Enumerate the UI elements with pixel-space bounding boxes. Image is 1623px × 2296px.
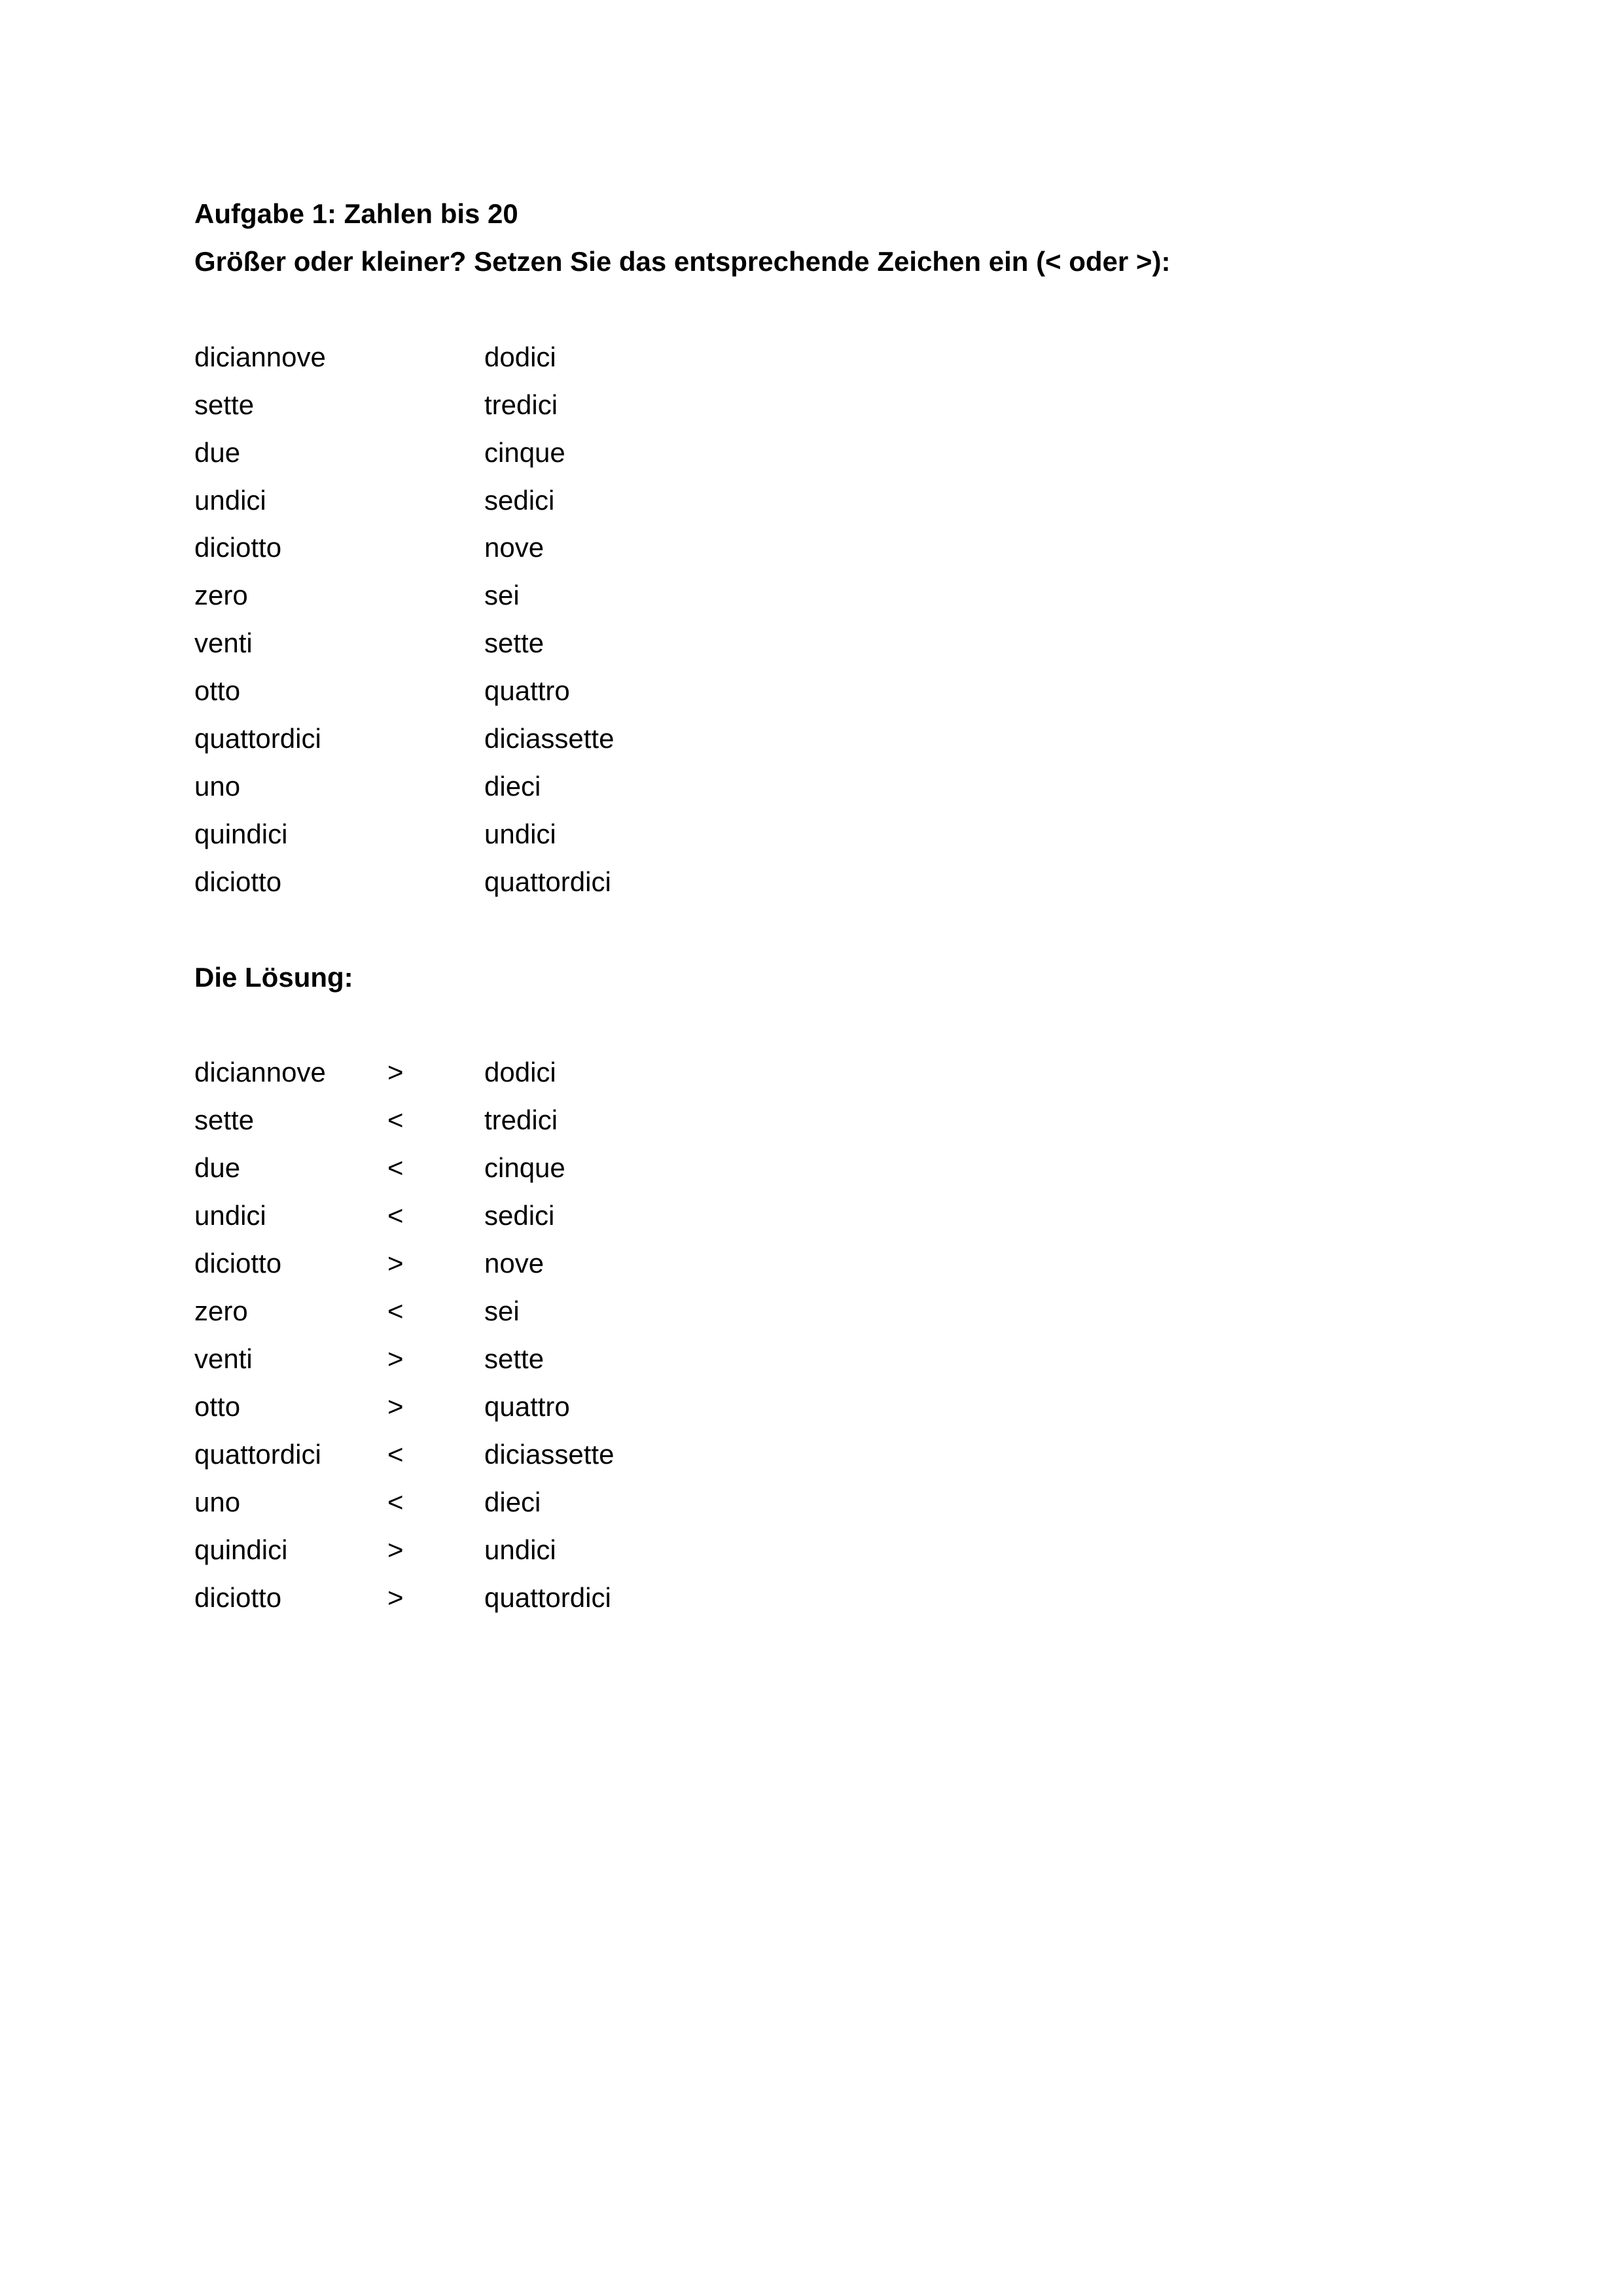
solution-left-word: undici (194, 1200, 266, 1231)
exercise-right-word: cinque (484, 437, 565, 468)
comparison-sign: > (387, 1391, 404, 1422)
exercise-right-word: undici (484, 819, 556, 849)
solution-right-word: diciassette (484, 1439, 615, 1470)
comparison-sign: > (387, 1534, 404, 1565)
comparison-sign: < (387, 1439, 404, 1470)
exercise-right-word: sedici (484, 485, 555, 516)
exercise-left-word: venti (194, 627, 253, 658)
exercise-right-word: dodici (484, 342, 556, 372)
solution-right-word: sette (484, 1343, 544, 1374)
solution-left-word: due (194, 1152, 241, 1183)
exercise-left-word: due (194, 437, 241, 468)
comparison-sign: < (387, 1104, 404, 1135)
comparison-sign: > (387, 1248, 404, 1279)
solution-right-word: sei (484, 1296, 520, 1326)
exercise-title: Aufgabe 1: Zahlen bis 20 (194, 198, 518, 229)
exercise-left-word: uno (194, 771, 241, 802)
exercise-left-word: diciotto (194, 532, 282, 563)
exercise-right-word: nove (484, 532, 544, 563)
exercise-right-word: diciassette (484, 723, 615, 754)
solution-right-word: nove (484, 1248, 544, 1279)
solution-left-word: quindici (194, 1534, 288, 1565)
solution-title: Die Lösung: (194, 962, 353, 993)
exercise-right-word: quattro (484, 675, 570, 706)
exercise-left-word: diciotto (194, 866, 282, 897)
solution-left-word: uno (194, 1487, 241, 1517)
solution-left-word: venti (194, 1343, 253, 1374)
solution-left-word: diciannove (194, 1057, 326, 1087)
comparison-sign: > (387, 1343, 404, 1374)
solution-right-word: quattro (484, 1391, 570, 1422)
solution-left-word: zero (194, 1296, 248, 1326)
solution-right-word: quattordici (484, 1582, 611, 1613)
solution-right-word: undici (484, 1534, 556, 1565)
exercise-right-word: sette (484, 627, 544, 658)
solution-left-word: quattordici (194, 1439, 321, 1470)
exercise-right-word: quattordici (484, 866, 611, 897)
exercise-right-word: tredici (484, 389, 558, 420)
solution-left-word: sette (194, 1104, 255, 1135)
exercise-right-word: dieci (484, 771, 541, 802)
exercise-left-word: undici (194, 485, 266, 516)
comparison-sign: < (387, 1152, 404, 1183)
exercise-left-word: zero (194, 580, 248, 610)
solution-right-word: sedici (484, 1200, 555, 1231)
comparison-sign: < (387, 1296, 404, 1326)
solution-right-word: cinque (484, 1152, 565, 1183)
exercise-right-word: sei (484, 580, 520, 610)
solution-right-word: dieci (484, 1487, 541, 1517)
exercise-left-word: sette (194, 389, 255, 420)
comparison-sign: < (387, 1200, 404, 1231)
comparison-sign: < (387, 1487, 404, 1517)
exercise-left-word: quindici (194, 819, 288, 849)
solution-right-word: dodici (484, 1057, 556, 1087)
solution-left-word: diciotto (194, 1248, 282, 1279)
exercise-left-word: otto (194, 675, 241, 706)
comparison-sign: > (387, 1582, 404, 1613)
solution-left-word: otto (194, 1391, 241, 1422)
exercise-left-word: diciannove (194, 342, 326, 372)
exercise-left-word: quattordici (194, 723, 321, 754)
solution-right-word: tredici (484, 1104, 558, 1135)
exercise-instruction: Größer oder kleiner? Setzen Sie das entsprechende Zeichen ein (< oder >): (194, 246, 1171, 277)
solution-left-word: diciotto (194, 1582, 282, 1613)
comparison-sign: > (387, 1057, 404, 1087)
